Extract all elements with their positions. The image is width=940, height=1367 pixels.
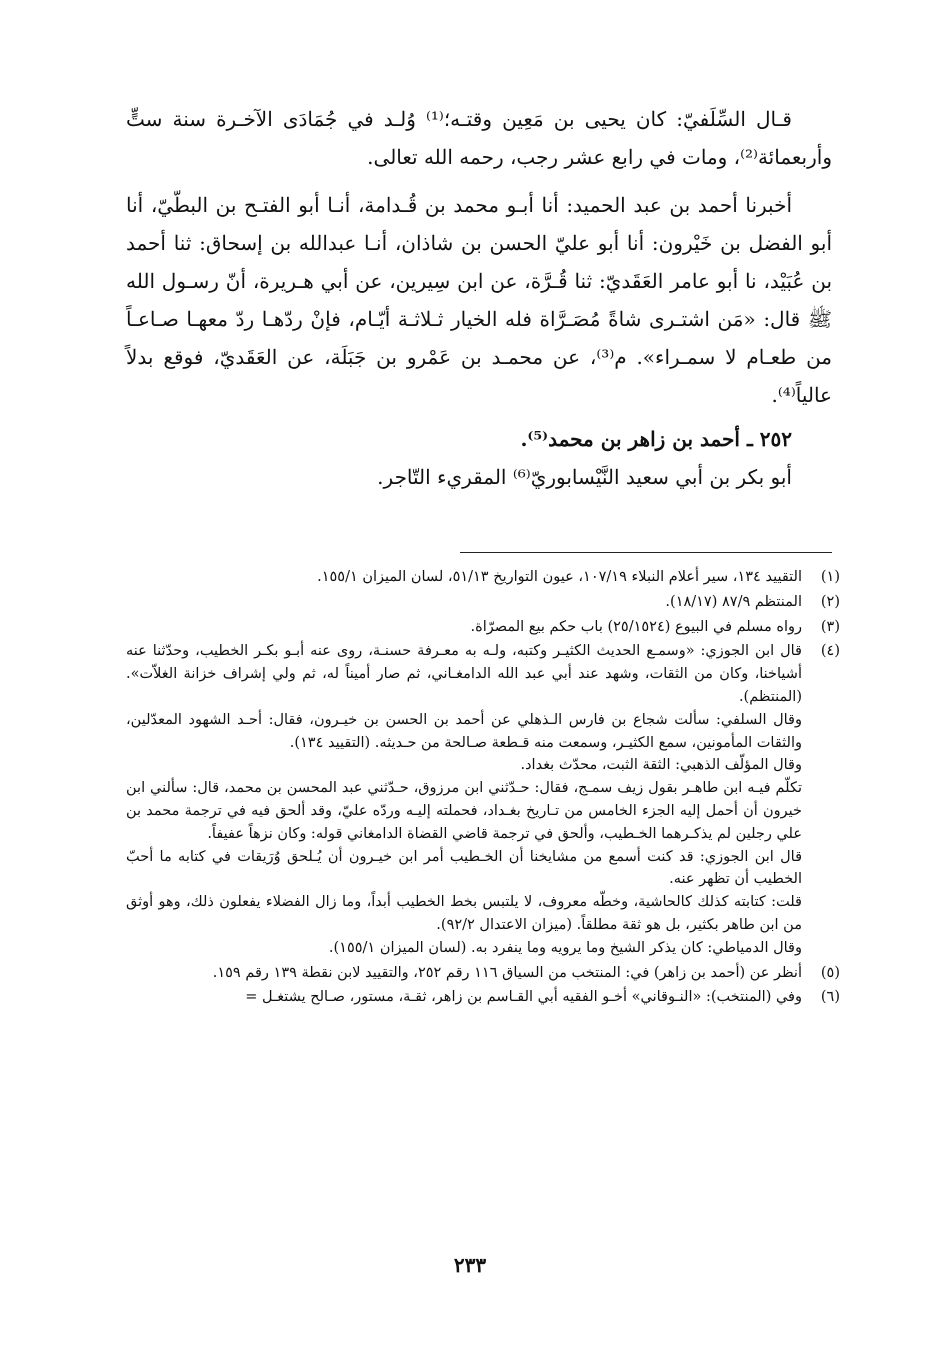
footnote-line: تكلّم فيـه ابن طاهـر بقول زيف سمـج، فقال: حـدّثني ابن مرزوق، حـدّثني عبد المحسن بن محمد، قال: سألني ابن خيرون أن أحمل إليه الجزء الخامس من تـاريخ بغـداد، فحملته إليـه وردّه عليّ، وقد ألحق فيه في ترجمة محمد بن علي رجلين لم يذكـرهما الخـطيب، وألحق في ترجمة قاضي القضاة الدامغاني قوله: وكان نزهاً عفيفاً. [126, 780, 802, 842]
footnote-text [126, 962, 802, 985]
footnote-line: قلت: كتابته كذلك كالحاشية، وخطّه معروف، لا يلتبس بخط الخطيب أبداً، وما زال الفضلاء يفعلون ذلك، وهو أوثق من ابن طاهر بكثير، بل هو ثقة مطلقاً. (ميزان الاعتدال ٩٢/٢). [126, 894, 802, 933]
footnote-line: أنظر عن (أحمد بن زاهر) في: المنتخب من السياق ١١٦ رقم ٢٥٢، والتقييد لابن نقطة ١٣٩ رقم ١٥٩. [212, 964, 802, 981]
footnote-line: رواه مسلم في البيوع (٢٥/١٥٢٤) باب حكم بيع المصرّاة. [470, 618, 802, 635]
footnote-line: التقييد ١٣٤، سير أعلام النبلاء ١٠٧/١٩، عيون التواريخ ٥١/١٣، لسان الميزان ١٥٥/١. [317, 569, 802, 585]
footnote [126, 962, 840, 985]
entry-subheading: أبو بكر بن أبي سعيد النَّيْسابوريّ⁽⁶⁾ المقريء التّاجر. [377, 465, 792, 489]
footnote [126, 616, 840, 639]
footnote-number: (٥) [820, 964, 840, 981]
footnote-text [126, 640, 802, 959]
footnote-text [126, 591, 802, 614]
footnote-line: وقال المؤلّف الذهبي: الثقة الثبت، محدّث بغداد. [520, 757, 802, 774]
footnote-number: (١) [820, 569, 840, 585]
text-line: أخبرنا أحمد بن عبد الحميد: أنا أبـو محمد بن قُـدامة، أنـا أبو الفتـح بن [215, 193, 793, 217]
text-line: ستٍّ وأربعمائة⁽²⁾، ومات في رابع عشر رجب، رحمه الله تعالى. [126, 107, 832, 169]
footnote-line: المنتظم ٨٧/٩ (١٨/١٧). [665, 593, 802, 610]
paragraph-1 [126, 100, 832, 176]
footnote-text [126, 566, 802, 589]
footnote-number: (٤) [820, 643, 840, 660]
footnote [126, 640, 840, 959]
footnote-text [126, 986, 802, 1009]
footnote-divider [460, 552, 832, 553]
footnote-number: (٣) [820, 618, 840, 635]
footnote-line: قال ابن الجوزي: «وسمـع الحديث الكثيـر وكتبه، ولـه به معـرفة حسنـة، روى عنه أبـو بكـر الخطيب، وحدّثنا عنه أشياخنا، وكان من الثقات، وشهد عند أبي عبد الله الدامغـاني، ثم صار أميناً له، ثم ولي إشراف خزانة الغلاّت». (المنتظم). [126, 643, 802, 705]
text-line: البطّيّ، أنا أبو الفضل بن خَيْرون: أنا أبو عليّ الحسن بن شاذان، أنـا عبدالله بن [126, 193, 833, 255]
text-line: إسحاق: ثنا أحمد بن عُبَيْد، نا أبو عامر العَقَديّ: ثنا قُـرَّة، عن ابن سِيرين، عن [126, 231, 833, 293]
footnote [126, 566, 840, 589]
footnote-line: وفي (المنتخب): «النـوقاني» أخـو الفقيه أبي القـاسم بن زاهر، ثقـة، مستور، صـالح يشتغـل = [245, 989, 802, 1006]
paragraph-2 [126, 186, 832, 414]
main-text [126, 100, 832, 496]
entry-heading: ٢٥٢ ـ أحمد بن زاهر بن محمد⁽⁵⁾. [520, 427, 792, 451]
footnote [126, 986, 840, 1009]
footnote-line: وقال السلفي: سألت شجاع بن فارس الـذهلي عن أحمد بن الحسن بن خيـرون، فقال: أحـد الشهود المعدّلين، والثقات المأمونين، سمع الكثيـر، وسمعت منه قـطعة صـالحة من حـديثه. (التقييد ١٣٤). [126, 711, 802, 751]
footnote [126, 591, 840, 614]
footnotes [126, 566, 840, 1011]
footnote-line: وقال الدمياطي: كان يذكر الشيخ وما يرويه وما ينفرد به. (لسان الميزان ١٥٥/١). [328, 939, 802, 956]
page-number: ٢٣٣ [453, 1253, 487, 1277]
text-line: قـال السِّلَفيّ: كان يحيى بن مَعِين وقتـه؛⁽¹⁾ وُلـد في جُمَادَى الآخـرة سنة [172, 107, 792, 131]
footnote-number: (٢) [820, 593, 840, 610]
text-line: أبي هـريرة، أنّ رسـول الله ﷺ قال: «مَن اشتـرى شاةً مُصَـرَّاة فله الخيار ثـلاثـة [126, 269, 833, 331]
footnote-text [126, 616, 802, 639]
text-line: أيّـام، فإنْ ردّهـا ردّ معهـا صـاعـاً من طعـام لا سمـراء». م⁽³⁾، عن محمـد بن [126, 307, 833, 369]
text-line: عَمْرو بن جَبَلَة، عن العَقَديّ، فوقع بدلاً عالياً⁽⁴⁾. [126, 345, 832, 407]
footnote-line: قال ابن الجوزي: قد كنت أسمع من مشايخنا أن الخـطيب أمر ابن خيـرون أن يُـلحق وُرَيقات في كتابه ما أحبّ الخطيب أن تظهر عنه. [126, 848, 802, 888]
footnote-number: (٦) [820, 989, 840, 1006]
